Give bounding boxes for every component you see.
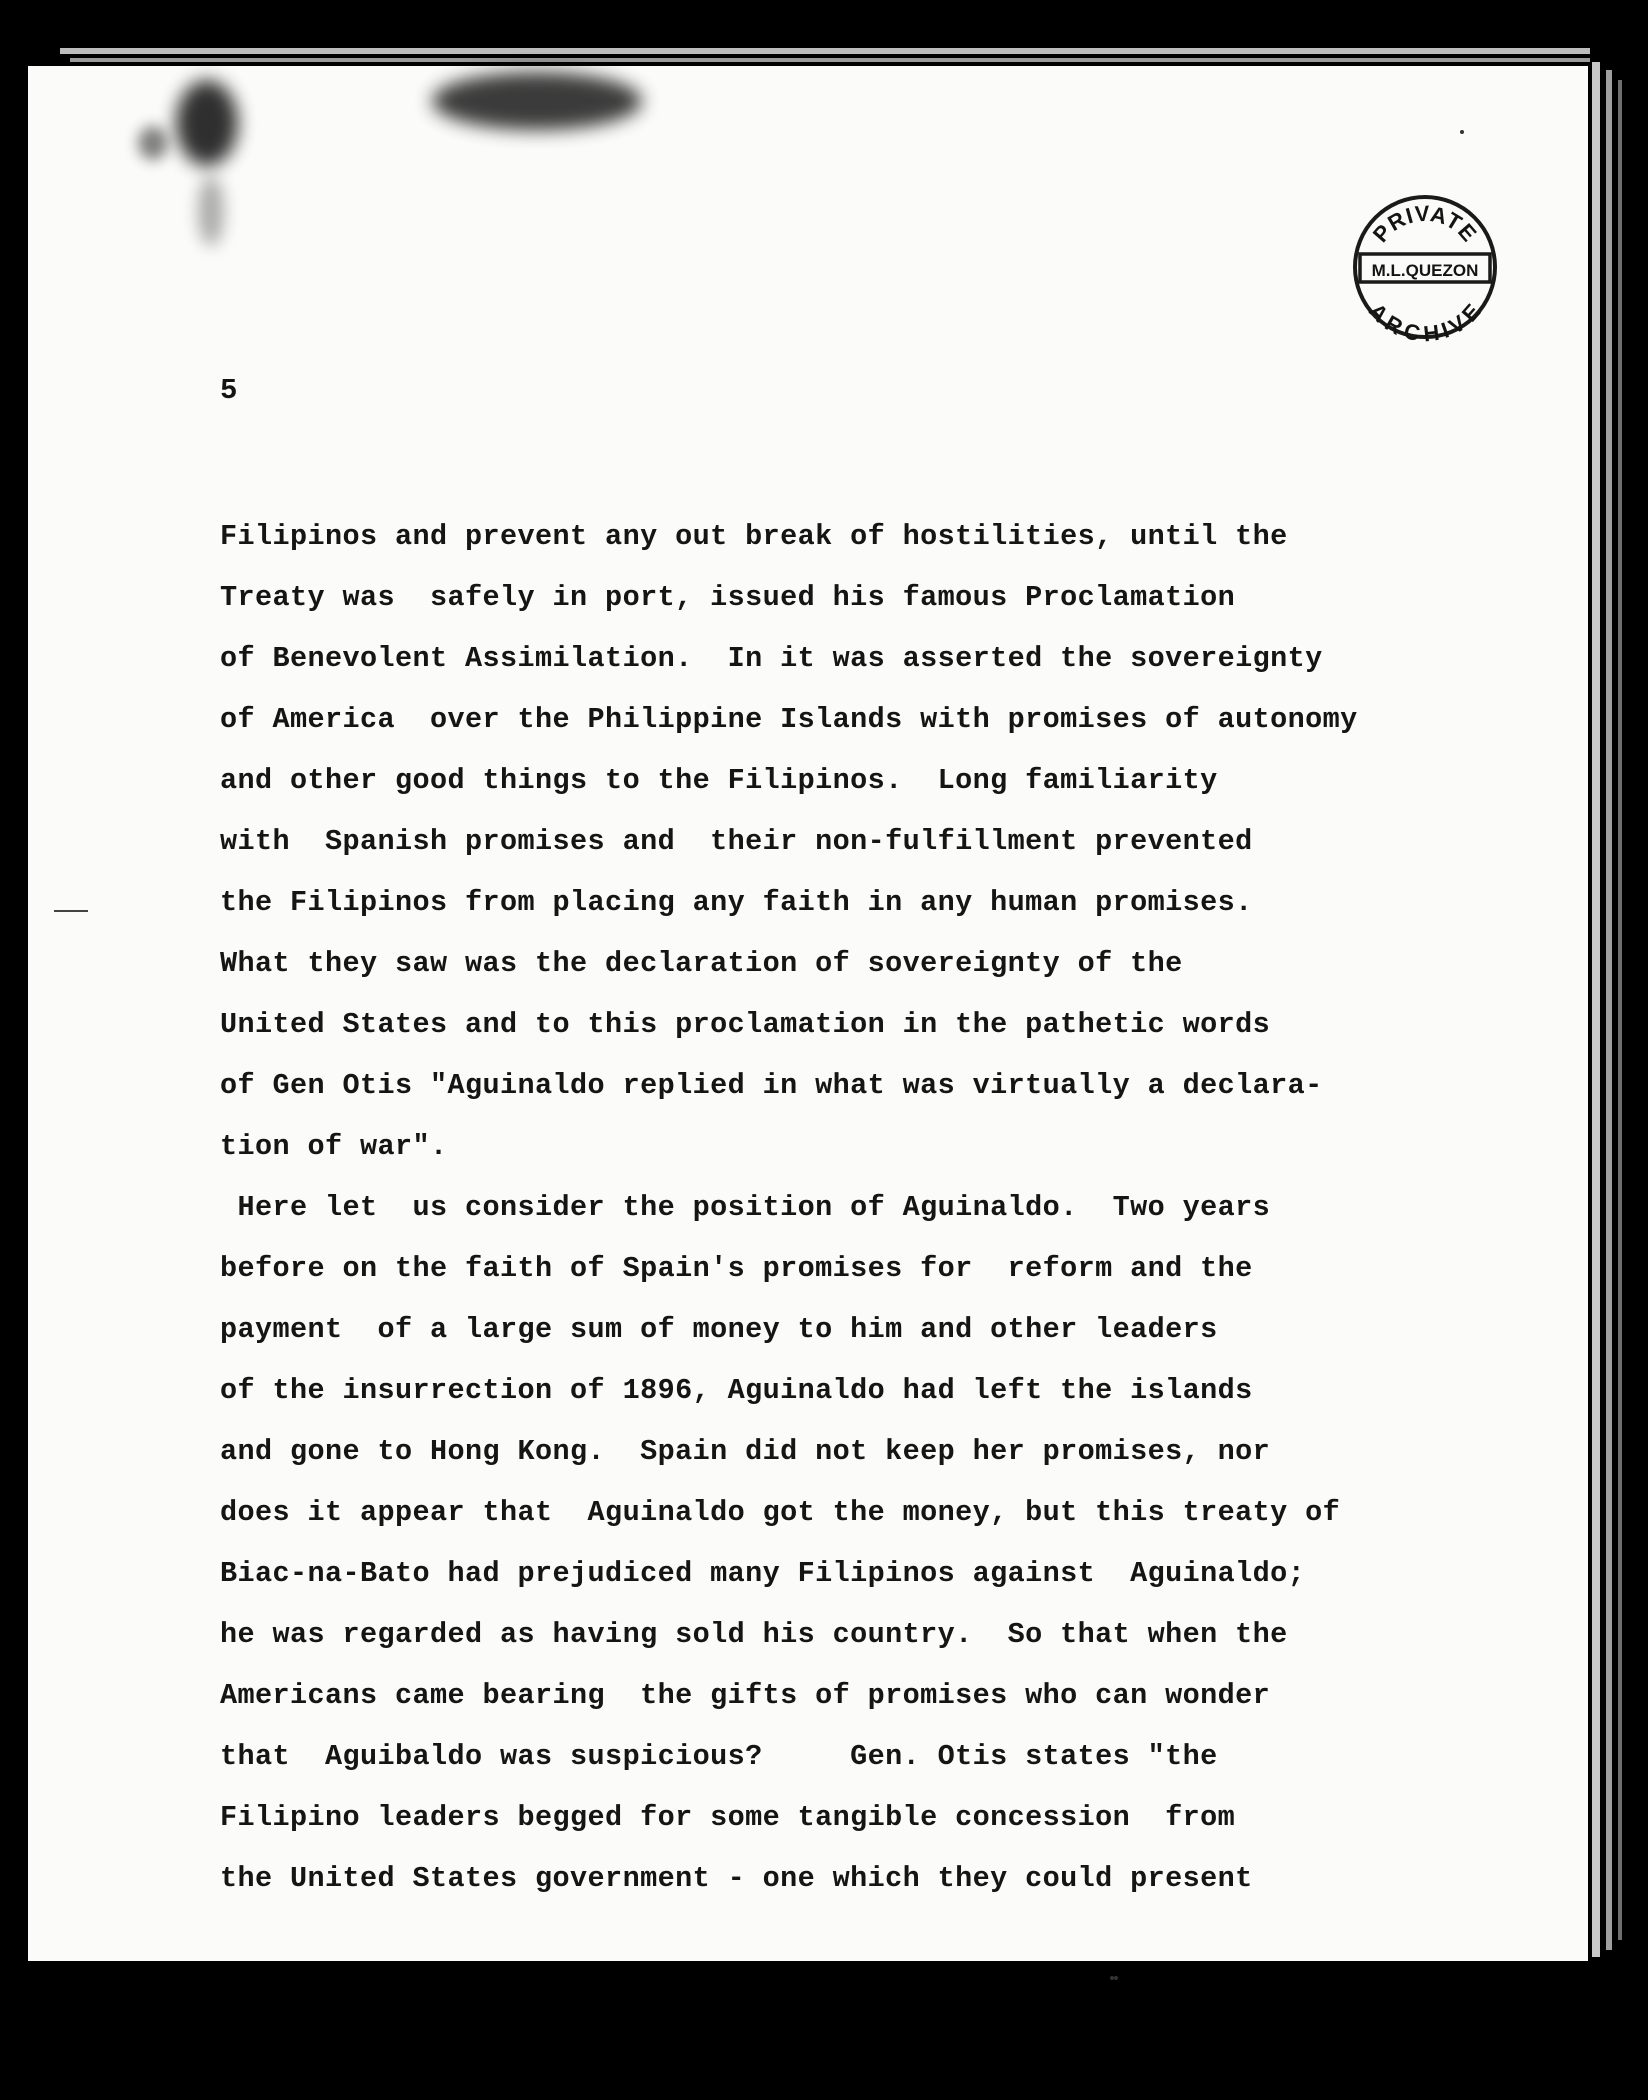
text-line: and other good things to the Filipinos. Long familiarity: [220, 764, 1218, 797]
archive-stamp: [1350, 192, 1500, 342]
ink-speck: [1460, 130, 1464, 134]
text-line: the United States government - one which they could present: [220, 1862, 1253, 1895]
text-line: of Benevolent Assimilation. In it was asserted the sovereignty: [220, 642, 1323, 675]
text-line: and gone to Hong Kong. Spain did not keep her promises, nor: [220, 1435, 1271, 1468]
ink-smudge: [432, 72, 642, 130]
stamp-top-text: PRIVATE: [1367, 200, 1483, 247]
text-line: Americans came bearing the gifts of promises who can wonder: [220, 1679, 1271, 1712]
text-line: Here let us consider the position of Aguinaldo. Two years: [220, 1191, 1271, 1224]
paper-edge-top: [60, 48, 1590, 54]
stamp-middle-text: M.L.QUEZON: [1371, 261, 1479, 280]
text-line: of Gen Otis "Aguinaldo replied in what was virtually a declara-: [220, 1069, 1323, 1102]
typed-page: [28, 66, 1588, 1961]
text-line: payment of a large sum of money to him and other leaders: [220, 1313, 1218, 1346]
ink-smudge: [138, 126, 168, 160]
text-line: he was regarded as having sold his country. So that when the: [220, 1618, 1288, 1651]
paper-edge-right-3: [1618, 80, 1622, 1940]
text-line: United States and to this proclamation in the pathetic words: [220, 1008, 1271, 1041]
paper-edge-right-2: [1606, 70, 1612, 1950]
ink-speck: [1114, 1976, 1118, 1980]
paper-edge-top-shadow: [70, 58, 1590, 62]
stamp-bottom-text: ARCHIVE: [1364, 298, 1486, 342]
page-number: 5: [220, 374, 238, 407]
text-line: What they saw was the declaration of sovereignty of the: [220, 947, 1183, 980]
text-line: that Aguibaldo was suspicious? Gen. Otis states "the: [220, 1740, 1218, 1773]
paper-edge-right: [1592, 62, 1600, 1957]
text-line: before on the faith of Spain's promises for reform and the: [220, 1252, 1253, 1285]
text-line: does it appear that Aguinaldo got the money, but this treaty of: [220, 1496, 1341, 1529]
text-line: of the insurrection of 1896, Aguinaldo had left the islands: [220, 1374, 1253, 1407]
ink-smudge: [176, 80, 238, 166]
text-line: with Spanish promises and their non-fulfillment prevented: [220, 825, 1253, 858]
text-line: Biac-na-Bato had prejudiced many Filipinos against Aguinaldo;: [220, 1557, 1306, 1590]
ink-smudge: [198, 176, 224, 246]
margin-mark: [54, 910, 88, 912]
text-line: tion of war".: [220, 1130, 448, 1163]
text-line: the Filipinos from placing any faith in any human promises.: [220, 886, 1253, 919]
text-line: of America over the Philippine Islands with promises of autonomy: [220, 703, 1358, 736]
body-text: [220, 506, 1500, 1909]
text-line: Filipinos and prevent any out break of hostilities, until the: [220, 520, 1288, 553]
text-line: Filipino leaders begged for some tangible concession from: [220, 1801, 1236, 1834]
archive-stamp-seal: [1350, 192, 1500, 342]
text-line: Treaty was safely in port, issued his famous Proclamation: [220, 581, 1236, 614]
